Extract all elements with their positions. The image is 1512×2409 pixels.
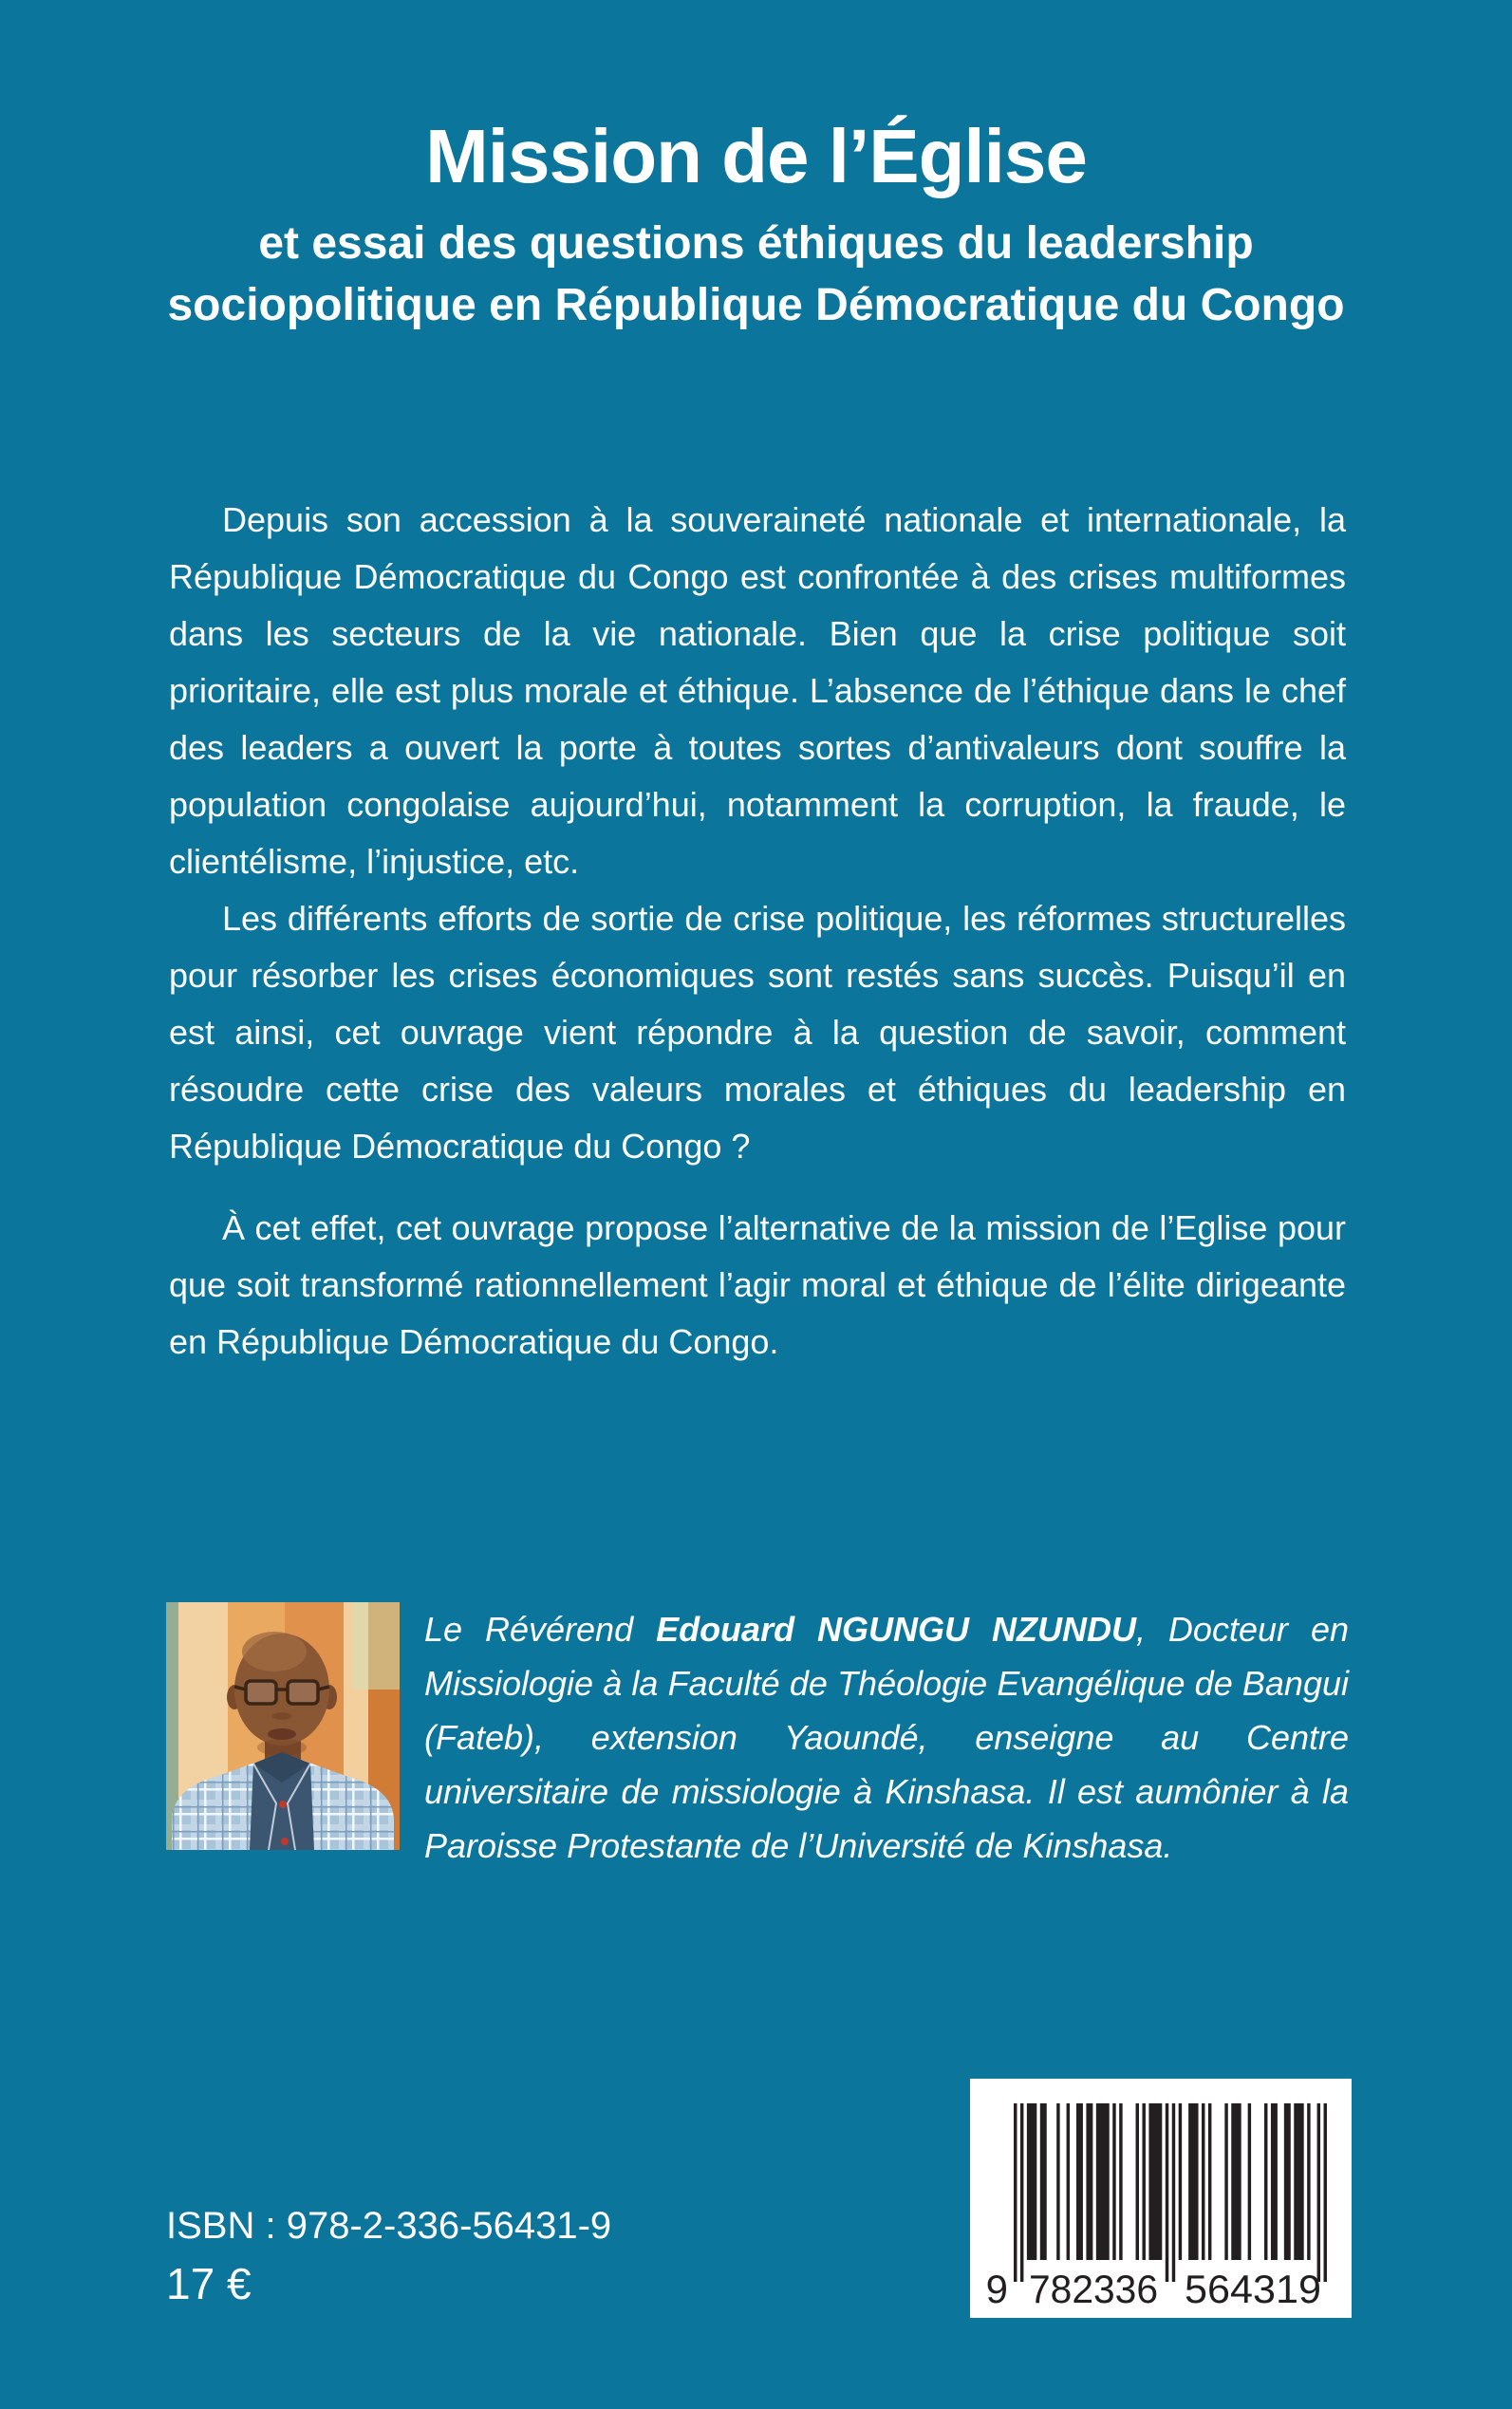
synopsis-paragraph-1: Depuis son accession à la souveraineté nationale et internationale, la République Démocratique du Congo est confrontée à des crises multiformes dans les secteurs de la vie nationale. Bien que la crise politique soit prioritaire, elle est plus morale et éthique. L’absence de l’éthique dans le chef des leaders a ouvert la porte à toutes sortes d’antivaleurs dont souffre la population congolaise aujourd’hui, notamment la corruption, la fraude, le clientélisme, l’injustice, etc. (169, 500, 1346, 881)
barcode-digit-lead: 9 (985, 2267, 1008, 2311)
isbn-text: ISBN : 978-2-336-56431-9 (166, 2205, 612, 2247)
price-text: 17 € (166, 2259, 252, 2308)
isbn-price-block (166, 2202, 611, 2308)
barcode-digits-right: 564319 (1185, 2267, 1321, 2311)
author-bio-prefix: Le Révérend (424, 1610, 657, 1649)
synopsis-paragraph-2: Les différents efforts de sortie de crise politique, les réformes structurelles pour résorber les crises économiques sont restés sans succès. Puisqu’il en est ainsi, cet ouvrage vient répondre à la question de savoir, comment résoudre cette crise des valeurs morales et éthiques du leadership en République Démocratique du Congo ? (169, 899, 1346, 1166)
synopsis (169, 492, 1346, 1371)
book-subtitle: et essai des questions éthiques du leadership sociopolitique en République Démocratique du Congo (167, 218, 1345, 330)
author-bio-rest: , Docteur en Missiologie à la Faculté de Théologie Evangélique de Bangui (Fateb), extension Yaoundé, enseigne au Centre universitaire de missiologie à Kinshasa. Il est aumônier à la Paroisse Protestante de l’Université de Kinshasa. (424, 1610, 1349, 1865)
barcode-box (970, 2079, 1352, 2318)
book-title: Mission de l’Église (425, 114, 1087, 198)
author-bio (424, 1602, 1349, 1873)
author-photo (166, 1602, 400, 1850)
title-block (0, 114, 1512, 336)
synopsis-paragraph-3: À cet effet, cet ouvrage propose l’alternative de la mission de l’Eglise pour que soit transformé rationnellement l’agir moral et éthique de l’élite dirigeante en République Démocratique du Congo. (169, 1208, 1346, 1361)
ean13-barcode (970, 2079, 1352, 2318)
barcode-digits-left: 782336 (1029, 2267, 1158, 2311)
author-name: Edouard NGUNGU NZUNDU (656, 1610, 1136, 1649)
author-section (166, 1602, 1349, 1873)
